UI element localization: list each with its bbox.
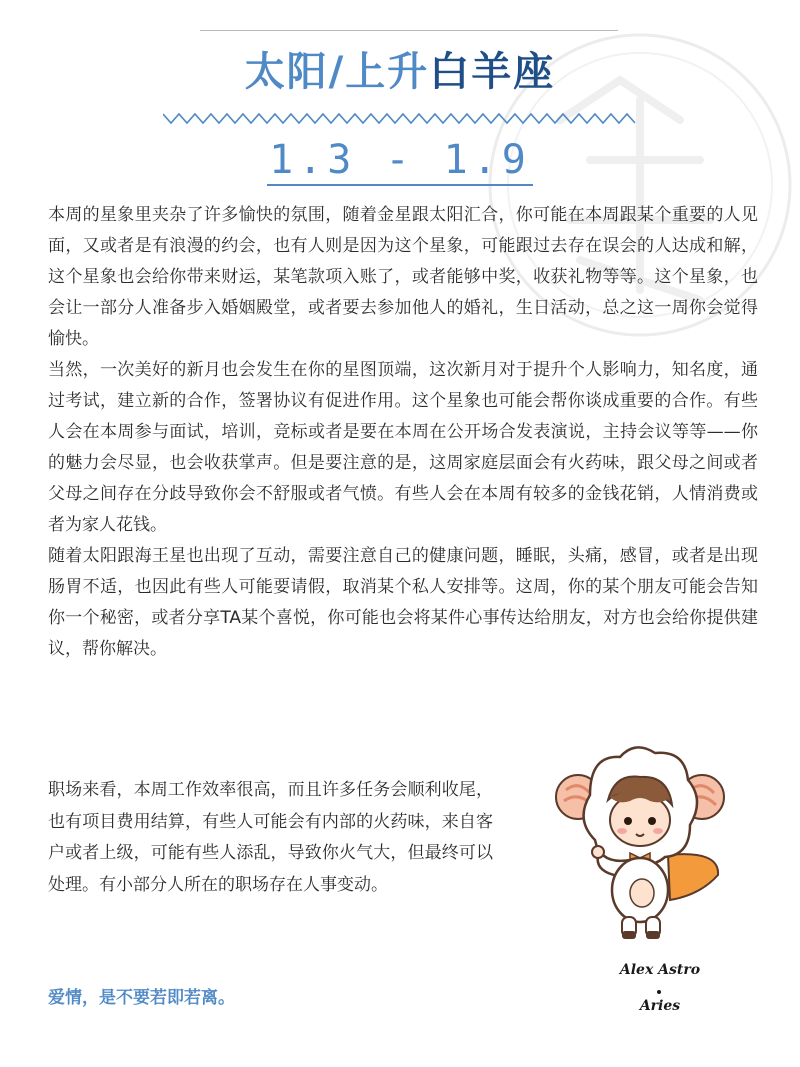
paragraph-health-neptune: 随着太阳跟海王星也出现了互动，需要注意自己的健康问题，睡眠，头痛，感冒，或者是出现肠胃不适，也因此有些人可能要请假，取消某个私人安排等。这周，你的某个朋友可能会告知你一个秘密，或者分享TA某个喜悦，你可能也会将某件心事传达给朋友，对方也会给你提供建议，帮你解决。 [48,546,758,659]
page-title [0,46,800,98]
aries-mascot-illustration [550,735,730,945]
signature-separator-dot [657,990,661,994]
zigzag-divider [163,112,639,126]
paragraph-career: 职场来看，本周工作效率很高，而且许多任务会顺利收尾，也有项目费用结算，有些人可能会有内部的火药味，来自客户或者上级，可能有些人添乱，导致你火气大，但最终可以处理。有小部分人所在的职场存在人事变动。 [48,780,493,895]
date-range [0,134,800,186]
signature-author: Alex Astro [619,962,701,978]
love-heading: 爱情，是不要若即若离。 [48,988,235,1008]
paragraph-new-moon: 当然，一次美好的新月也会发生在你的星图顶端，这次新月对于提升个人影响力，知名度，通过考试，建立新的合作，签署协议有促进作用。这个星象也可能会帮你谈成重要的合作。有些人会在本周参与面试，培训，竞标或者是要在本周在公开场合发表演说，主持会议等等——你的魅力会尽显，也会收获掌声。但是要注意的是，这周家庭层面会有火药味，跟父母之间或者父母之间存在分歧导致你会不舒服或者气愤。有些人会在本周有较多的金钱花销，人情消费或者为家人花钱。 [48,360,758,535]
title-sign-name: 白羊座 [429,49,556,95]
horoscope-body [48,200,758,665]
title-sign-prefix: 太阳/上升 [244,49,430,95]
signature-sign: Aries [639,998,681,1014]
date-range-text: 1.3 - 1.9 [267,137,533,186]
paragraph-love-venus: 本周的星象里夹杂了许多愉快的氛围，随着金星跟太阳汇合，你可能在本周跟某个重要的人见面，又或者是有浪漫的约会，也有人则是因为这个星象，可能跟过去存在误会的人达成和解，这个星象也会给你带来财运，某笔款项入账了，或者能够中奖，收获礼物等等。这个星象，也会让一部分人准备步入婚姻殿堂，或者要去参加他人的婚礼，生日活动，总之这一周你会觉得愉快。 [48,205,758,349]
top-divider [200,30,618,31]
